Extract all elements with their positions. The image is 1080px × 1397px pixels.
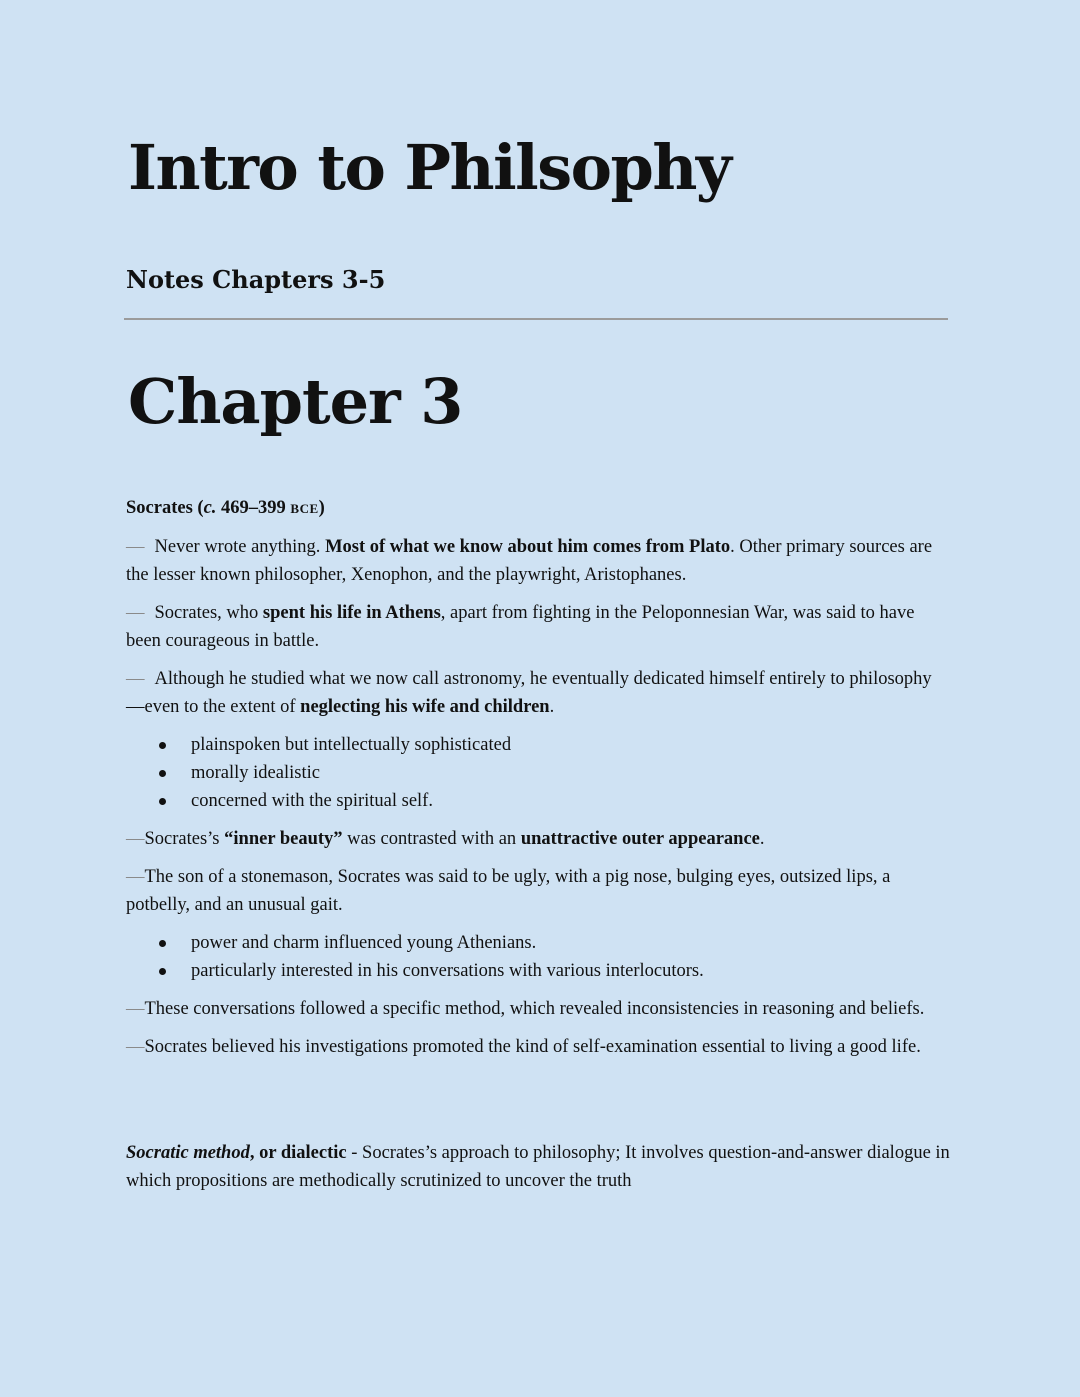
bold-run: spent his life in Athens bbox=[262, 603, 441, 623]
horizontal-divider bbox=[124, 318, 948, 320]
person-heading bbox=[126, 494, 950, 523]
person-dates: 469–399 bbox=[216, 498, 291, 518]
text-run: . bbox=[549, 697, 555, 717]
text-run: Socrates’s bbox=[144, 829, 225, 849]
list-item-text: particularly interested in his conversations with various interlocutors. bbox=[191, 961, 704, 981]
definition-text: - Socrates’s approach to philosophy; It involves question-and-answer dialogue in which propositions are methodically scrutinized to uncover the truth bbox=[126, 1143, 950, 1191]
bullet-icon bbox=[159, 940, 166, 947]
trait-list bbox=[126, 731, 950, 815]
list-item bbox=[126, 759, 950, 787]
list-item bbox=[126, 929, 950, 957]
text-run: Socrates, who bbox=[154, 603, 263, 623]
dash-marker: — bbox=[126, 867, 145, 887]
spacer bbox=[126, 1071, 950, 1139]
text-run: Socrates believed his investigations promoted the kind of self-examination essential to living a good life. bbox=[144, 1037, 921, 1057]
circa-label: c. bbox=[203, 498, 217, 518]
bullet-icon bbox=[159, 742, 166, 749]
text-run: These conversations followed a specific method, which revealed inconsistencies in reasoning and beliefs. bbox=[144, 999, 925, 1019]
dash-marker: — bbox=[126, 537, 145, 557]
dash-marker: — bbox=[126, 603, 145, 623]
text-run: The son of a stonemason, Socrates was said to be ugly, with a pig nose, bulging eyes, outsized lips, a potbelly, and an unusual gait. bbox=[126, 867, 891, 915]
bold-run: “inner beauty” bbox=[224, 829, 343, 849]
list-item-text: concerned with the spiritual self. bbox=[191, 791, 433, 811]
paragraph-1 bbox=[126, 533, 950, 589]
chapter-body bbox=[126, 494, 950, 1205]
document-title: Intro to Philsophy bbox=[128, 131, 731, 204]
paragraph-5 bbox=[126, 863, 950, 919]
list-item-text: power and charm influenced young Athenians. bbox=[191, 933, 537, 953]
text-run: Although he studied what we now call astronomy, he eventually dedicated himself entirely to philosophy—even to the extent of bbox=[126, 669, 932, 717]
definition-joiner: , or dialectic bbox=[249, 1143, 347, 1163]
paragraph-3 bbox=[126, 665, 950, 721]
text-run: , apart from fighting in the Peloponnesian War, was said to have been courageous in battle. bbox=[126, 603, 915, 651]
text-run: Never wrote anything. bbox=[154, 537, 326, 557]
bold-run: unattractive outer appearance bbox=[520, 829, 760, 849]
paragraph-4 bbox=[126, 825, 950, 853]
text-run: . Other primary sources are the lesser known philosopher, Xenophon, and the playwright, Aristophanes. bbox=[126, 537, 933, 585]
paragraph-7 bbox=[126, 1033, 950, 1061]
list-item bbox=[126, 957, 950, 985]
dash-marker: — bbox=[126, 669, 145, 689]
document-subtitle: Notes Chapters 3-5 bbox=[126, 265, 386, 294]
definition-socratic-method bbox=[126, 1139, 950, 1195]
person-name: Socrates ( bbox=[126, 498, 204, 518]
bold-run: neglecting his wife and children bbox=[300, 697, 550, 717]
dash-marker: — bbox=[126, 999, 145, 1019]
chapter-heading: Chapter 3 bbox=[128, 365, 463, 438]
influence-list bbox=[126, 929, 950, 985]
text-run: was contrasted with an bbox=[342, 829, 521, 849]
dash-marker: — bbox=[126, 829, 145, 849]
bullet-icon bbox=[159, 798, 166, 805]
bold-run: Most of what we know about him comes from Plato bbox=[325, 537, 731, 557]
bullet-icon bbox=[159, 968, 166, 975]
list-item bbox=[126, 731, 950, 759]
text-run: . bbox=[759, 829, 765, 849]
definition-term: Socratic method bbox=[126, 1143, 250, 1163]
paragraph-2 bbox=[126, 599, 950, 655]
era-label: BCE bbox=[290, 501, 319, 516]
list-item bbox=[126, 787, 950, 815]
person-close: ) bbox=[318, 498, 325, 518]
list-item-text: morally idealistic bbox=[191, 763, 320, 783]
dash-marker: — bbox=[126, 1037, 145, 1057]
paragraph-6 bbox=[126, 995, 950, 1023]
list-item-text: plainspoken but intellectually sophisticated bbox=[191, 735, 512, 755]
bullet-icon bbox=[159, 770, 166, 777]
